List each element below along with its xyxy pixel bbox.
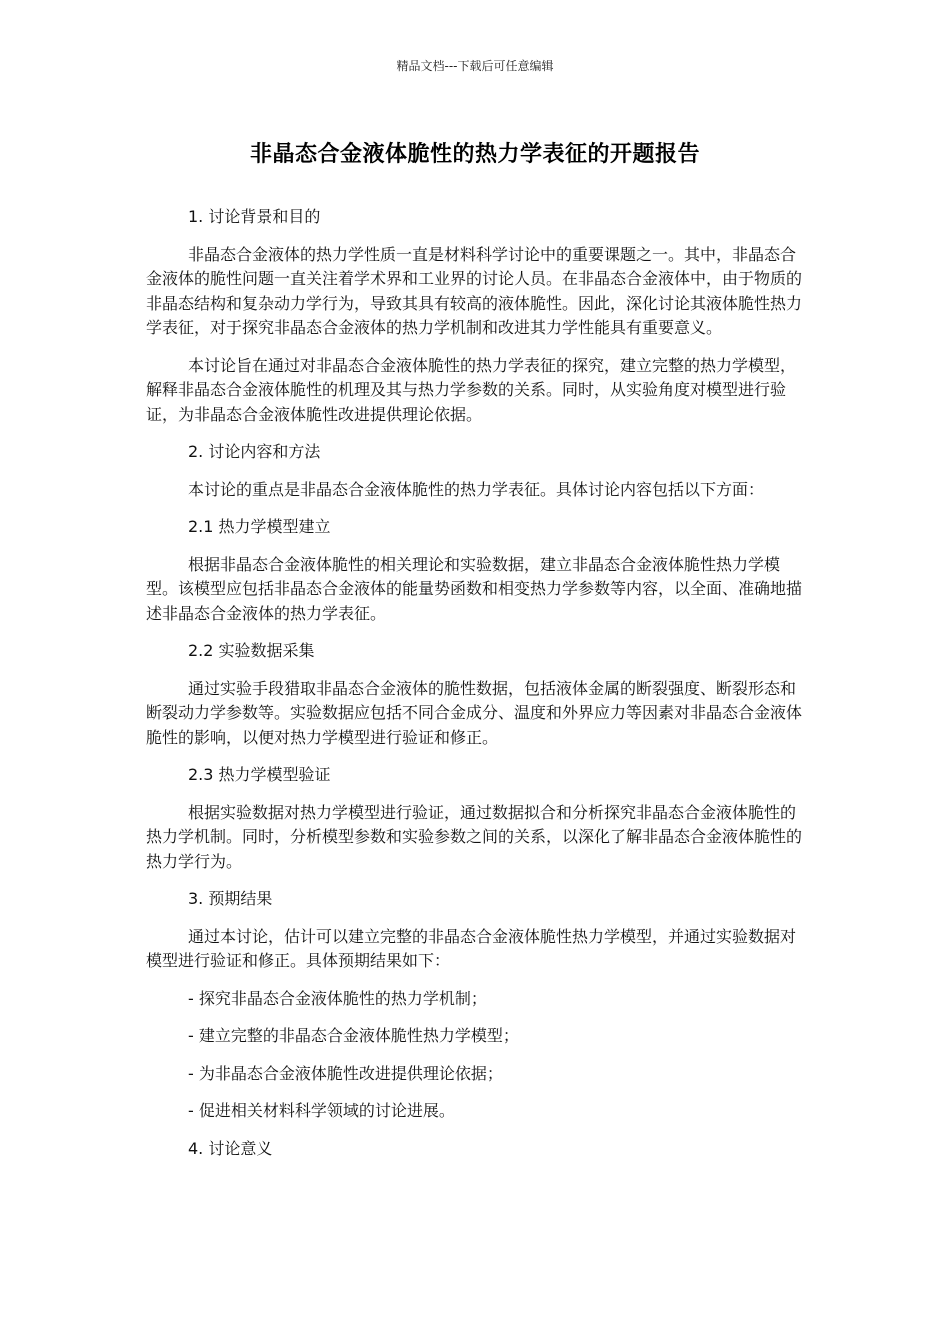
- section-heading-2: 2. 讨论内容和方法: [188, 442, 321, 461]
- paragraph: 本讨论的重点是非晶态合金液体脆性的热力学表征。具体讨论内容包括以下方面：: [188, 479, 765, 499]
- paragraph: 非晶态合金液体的热力学性质一直是材料科学讨论中的重要课题之一。其中，非晶态合金液体的脆性问题一直关注着学术界和工业界的讨论人员。在非晶态合金液体中，由于物质的非晶态结构和复杂动力学行为，导致其具有较高的液体脆性。因此，深化讨论其液体脆性热力学表征，对于探究非晶态合金液体的热力学机制和改进其力学性能具有重要意义。: [146, 244, 803, 337]
- document-body: [146, 205, 810, 1174]
- paragraph: 根据实验数据对热力学模型进行验证，通过数据拟合和分析探究非晶态合金液体脆性的热力学机制。同时，分析模型参数和实验参数之间的关系，以深化了解非晶态合金液体脆性的热力学行为。: [146, 802, 803, 871]
- list-item: - 建立完整的非晶态合金液体脆性热力学模型；: [188, 1026, 519, 1045]
- list-item: - 促进相关材料科学领域的讨论进展。: [188, 1101, 455, 1120]
- paragraph: 本讨论旨在通过对非晶态合金液体脆性的热力学表征的探究，建立完整的热力学模型，解释非晶态合金液体脆性的机理及其与热力学参数的关系。同时，从实验角度对模型进行验证，为非晶态合金液体脆性改进提供理论依据。: [146, 355, 797, 424]
- section-heading-3: 3. 预期结果: [188, 889, 273, 908]
- section-heading-1: 1. 讨论背景和目的: [188, 207, 321, 226]
- subsection-heading-2-2: 2.2 实验数据采集: [188, 641, 315, 660]
- paragraph: 通过本讨论，估计可以建立完整的非晶态合金液体脆性热力学模型，并通过实验数据对模型进行验证和修正。具体预期结果如下：: [146, 926, 797, 970]
- document-title: 非晶态合金液体脆性的热力学表征的开题报告: [249, 142, 700, 167]
- list-item: - 为非晶态合金液体脆性改进提供理论依据；: [188, 1063, 503, 1083]
- page-header: 精品文档---下载后可任意编辑: [396, 59, 554, 73]
- paragraph: 通过实验手段猎取非晶态合金液体的脆性数据，包括液体金属的断裂强度、断裂形态和断裂动力学参数等。实验数据应包括不同合金成分、温度和外界应力等因素对非晶态合金液体脆性的影响，以便对热力学模型进行验证和修正。: [146, 678, 803, 747]
- subsection-heading-2-1: 2.1 热力学模型建立: [188, 517, 331, 536]
- subsection-heading-2-3: 2.3 热力学模型验证: [188, 765, 331, 784]
- list-item: - 探究非晶态合金液体脆性的热力学机制；: [188, 988, 487, 1008]
- section-heading-4: 4. 讨论意义: [188, 1138, 273, 1158]
- paragraph: 根据非晶态合金液体脆性的相关理论和实验数据，建立非晶态合金液体脆性热力学模型。该模型应包括非晶态合金液体的能量势函数和相变热力学参数等内容，以全面、准确地描述非晶态合金液体的热力学表征。: [146, 554, 803, 623]
